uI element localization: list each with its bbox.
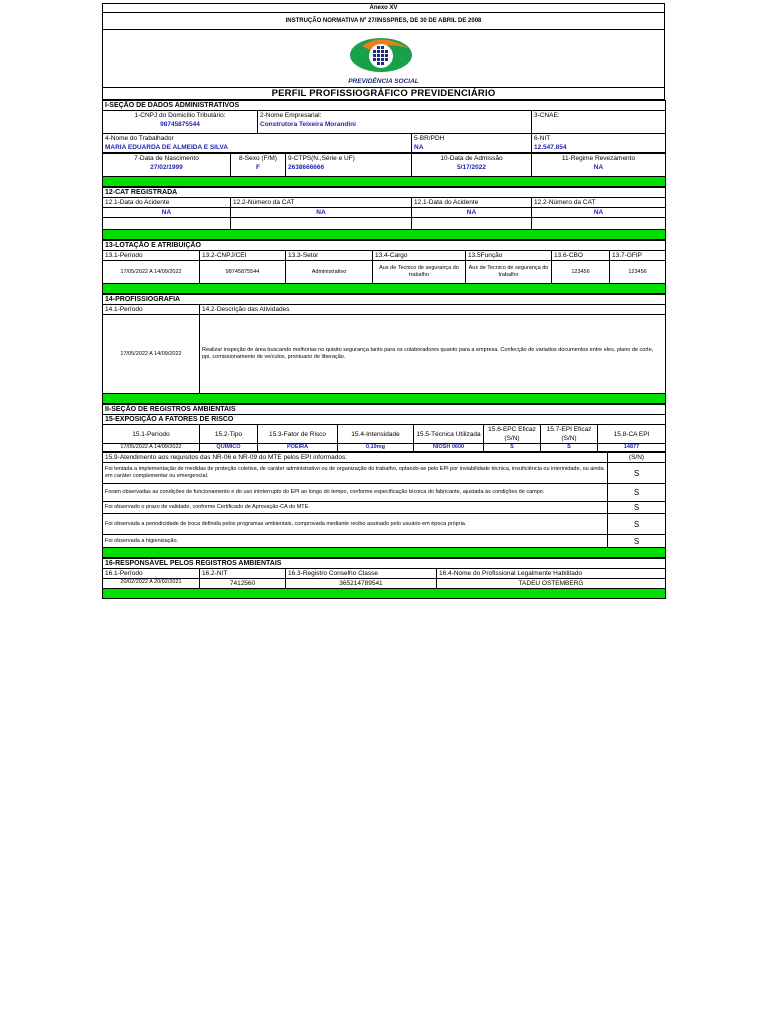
cat-empty-cell: [231, 218, 412, 230]
br-value: NA: [414, 144, 424, 151]
risk-header-cell: 15.8-CA EPI: [598, 425, 666, 444]
resp-conselho: 365214789541: [286, 579, 437, 589]
nascimento-label: 7-Data de Nascimento: [134, 155, 199, 162]
risk-header-cell: 15.1-Período: [103, 425, 200, 444]
cnae-label: 3-CNAE:: [534, 112, 560, 119]
risk-header-cell: 15.6-EPC Eficaz (S/N): [484, 425, 541, 444]
requisito-value: S: [608, 484, 666, 502]
ppp-form: [102, 3, 665, 599]
requisitos-sn-header: (S/N): [608, 453, 666, 463]
resp-header-cell: 16.2-NIT: [200, 569, 286, 579]
section-title: I-SEÇÃO DE DADOS ADMINISTRATIVOS: [103, 101, 666, 111]
risk-intensidade: 0,19mg: [338, 444, 414, 452]
risk-header-cell: 15.3-Fator de Risco: [258, 425, 338, 444]
nit-value: 12.547.854: [534, 144, 567, 151]
requisito-value: S: [608, 502, 666, 514]
revezamento-cell: [532, 154, 666, 177]
risk-fator: POEIRA: [258, 444, 338, 452]
cat-value-cell: NA: [103, 208, 231, 218]
empresa-value: Construtora Teixeira Morandini: [260, 121, 356, 128]
cat-header-cell: 12.1-Data do Acidente: [412, 198, 532, 208]
section-title: II-SEÇÃO DE REGISTROS AMBIENTAIS: [103, 405, 666, 415]
requisito-text: Foi tentada a implementação de medidas de proteção coletiva, de caráter administrativo ou de organização do trabalho, optando-se pelo EPI por inviabilidade técnica, insuficiência ou interinidade, ou ainda em caráter complementar ou emergencial.: [103, 463, 608, 484]
page-title: PERFIL PROFISSIOGRÁFICO PREVIDENCIÁRIO: [102, 87, 665, 100]
empresa-cell: [258, 111, 532, 134]
requisito-text: Foi observada a higienização.: [103, 535, 608, 548]
trabalhador-cell: [103, 134, 412, 153]
lotacao-header-cell: 13.6-CBO: [552, 251, 610, 261]
resp-nit: 7412560: [200, 579, 286, 589]
previdencia-logo-icon: [348, 34, 414, 76]
cat-empty-cell: [103, 218, 231, 230]
lotacao-header-cell: 13.2-CNPJ/CEI: [200, 251, 286, 261]
nit-label: 6-NIT: [534, 135, 551, 142]
prof-header-cell: 14.2-Descrição das Atividades: [200, 305, 666, 315]
admissao-value: 5/17/2022: [457, 164, 486, 171]
prof-descricao: Realizar inspeção de área buscando melhorias no quisito segurança tanto para os colaboradores quanto para a empresa. Confecção de variados documentos entre eles, plano de corte, ppi, comissionamento de veículos, prontuario de liberação.: [200, 315, 666, 394]
risk-tipo: QUIMICO: [200, 444, 258, 452]
br-cell: [412, 134, 532, 153]
lotacao-header-cell: 13.1-Período: [103, 251, 200, 261]
admissao-label: 10-Data de Admissão: [440, 155, 503, 162]
risk-header-cell: 15.4-Intensidade: [338, 425, 414, 444]
lotacao-cnpj: 98745875544: [200, 261, 286, 284]
lotacao-header-cell: 13.5Função: [466, 251, 552, 261]
requisito-text: Foram observadas as condições de funcionamento e do uso ininterrupto do EPI ao longo do tempo, conforme especificação técnica do fabricante, ajustada às condições de campo.: [103, 484, 608, 502]
nascimento-value: 27/02/1999: [150, 164, 183, 171]
requisito-text: Foi observado o prazo de validade, conforme Certificado de Aprovação-CA do MTE.: [103, 502, 608, 514]
nit-cell: [532, 134, 666, 153]
nascimento-cell: [103, 154, 231, 177]
lotacao-header-cell: 13.7-GFIP: [610, 251, 666, 261]
risk-header-cell: 15.2-Tipo: [200, 425, 258, 444]
revezamento-value: NA: [593, 164, 604, 171]
lotacao-cargo: Aux de Tecnico de segurança do trabalho: [373, 261, 466, 284]
green-divider: [103, 177, 666, 187]
requisito-text: Foi observada a periodicidade de troca definida pelos programas ambientais, comprovada mediante recibo assinado pelo usuário em época própria.: [103, 514, 608, 535]
section-title: 16-RESPONSÁVEL PELOS REGISTROS AMBIENTAIS: [103, 559, 666, 569]
ctps-label: 9-CTPS(N.,Série e UF): [288, 155, 355, 162]
requisitos-title: 15.9-Atendimento aos requisitos das NR-06 e NR-09 do MTE pelos EPI informados:: [103, 453, 608, 463]
resp-header-cell: 16.3-Registro Conselho Classe: [286, 569, 437, 579]
form-header: [102, 3, 665, 30]
section-title: 14-PROFISSIOGRAFIA: [103, 295, 666, 305]
cat-section: [102, 187, 666, 240]
sexo-label: 8-Sexo (F/M): [239, 155, 277, 162]
sexo-value: F: [256, 164, 260, 171]
cat-header-cell: 12.2-Número da CAT: [231, 198, 412, 208]
cat-header-cell: 12.2-Número da CAT: [532, 198, 666, 208]
risk-header-cell: 15.7-EPI Eficaz (S/N): [541, 425, 598, 444]
lotacao-gfip: 123456: [610, 261, 666, 284]
lotacao-periodo: 17/05/2022 A 14/09/2022: [103, 261, 200, 284]
lotacao-section: [102, 240, 666, 294]
requisito-value: S: [608, 514, 666, 535]
responsavel-section: [102, 558, 666, 599]
cat-value-cell: NA: [231, 208, 412, 218]
admissao-cell: [412, 154, 532, 177]
cnpj-label: 1-CNPJ do Domicílio Tributário:: [134, 112, 226, 119]
annex-label: Anexo XV: [103, 4, 664, 13]
sexo-cell: [231, 154, 286, 177]
cat-empty-cell: [412, 218, 532, 230]
lotacao-funcao: Aux de Tecnico de segurança do trabalho: [466, 261, 552, 284]
section-subtitle: 15-EXPOSIÇÃO A FATORES DE RISCO: [103, 415, 666, 425]
logo-caption: PREVIDÊNCIA SOCIAL: [348, 78, 419, 85]
requisito-value: S: [608, 463, 666, 484]
lotacao-header-cell: 13.3-Setor: [286, 251, 373, 261]
empresa-label: 2-Nome Empresarial:: [260, 112, 322, 119]
green-divider: [103, 589, 666, 599]
registros-section: [102, 404, 666, 452]
green-divider: [103, 230, 666, 240]
revezamento-label: 11-Regime Revezamento: [561, 155, 636, 162]
cnae-cell: [532, 111, 666, 134]
lotacao-header-cell: 13.4-Cargo: [373, 251, 466, 261]
administrative-section: [102, 100, 666, 153]
risk-header-cell: 15.5-Técnica Utilizada: [414, 425, 484, 444]
lotacao-setor: Administrativo: [286, 261, 373, 284]
instruction-label: INSTRUÇÃO NORMATIVA Nº 27/INSSPRES, DE 30 DE ABRIL DE 2008: [285, 18, 482, 24]
br-label: 5-BR/PDH: [414, 135, 445, 142]
prof-header-cell: 14.1-Período: [103, 305, 200, 315]
cat-header-cell: 12.1-Data do Acidente: [103, 198, 231, 208]
resp-nome: TADEU OSTEMBERG: [437, 579, 666, 589]
trabalhador-label: 4-Nome do Trabalhador: [105, 135, 174, 142]
risk-epc: S: [484, 444, 541, 452]
requisito-value: S: [608, 535, 666, 548]
resp-header-cell: 16.4-Nome do Profissional Legalmente Habilitado: [437, 569, 666, 579]
trabalhador-value: MARIA EDUARDA DE ALMEIDA E SILVA: [105, 144, 229, 151]
prof-periodo: 17/05/2022 A 14/09/2022: [103, 315, 200, 394]
ctps-value: 2638666666: [288, 164, 325, 171]
ctps-cell: [286, 154, 412, 177]
green-divider: [103, 548, 666, 558]
cnpj-value: 98745875544: [160, 121, 200, 128]
resp-periodo: 20/02/2022 A 20/02/2021: [103, 579, 200, 589]
risk-periodo: 17/05/2022 A 14/09/2022: [103, 444, 200, 452]
risk-ca: 14877: [598, 444, 666, 452]
section-title: 13-LOTAÇÃO E ATRIBUIÇÃO: [103, 241, 666, 251]
green-divider: [103, 394, 666, 404]
cat-value-cell: NA: [412, 208, 532, 218]
green-divider: [103, 284, 666, 294]
cnpj-cell: [103, 111, 258, 134]
risk-epi: S: [541, 444, 598, 452]
lotacao-cbo: 123456: [552, 261, 610, 284]
administrative-section-row2: [102, 153, 666, 187]
requisitos-table: [102, 452, 666, 558]
risk-tecnica: NIOSH 0600: [414, 444, 484, 452]
profissiografia-section: [102, 294, 666, 404]
logo-area: [102, 30, 665, 87]
cat-value-cell: NA: [532, 208, 666, 218]
cat-empty-cell: [532, 218, 666, 230]
resp-header-cell: 16.1-Período: [103, 569, 200, 579]
section-title: 12-CAT REGISTRADA: [103, 188, 666, 198]
